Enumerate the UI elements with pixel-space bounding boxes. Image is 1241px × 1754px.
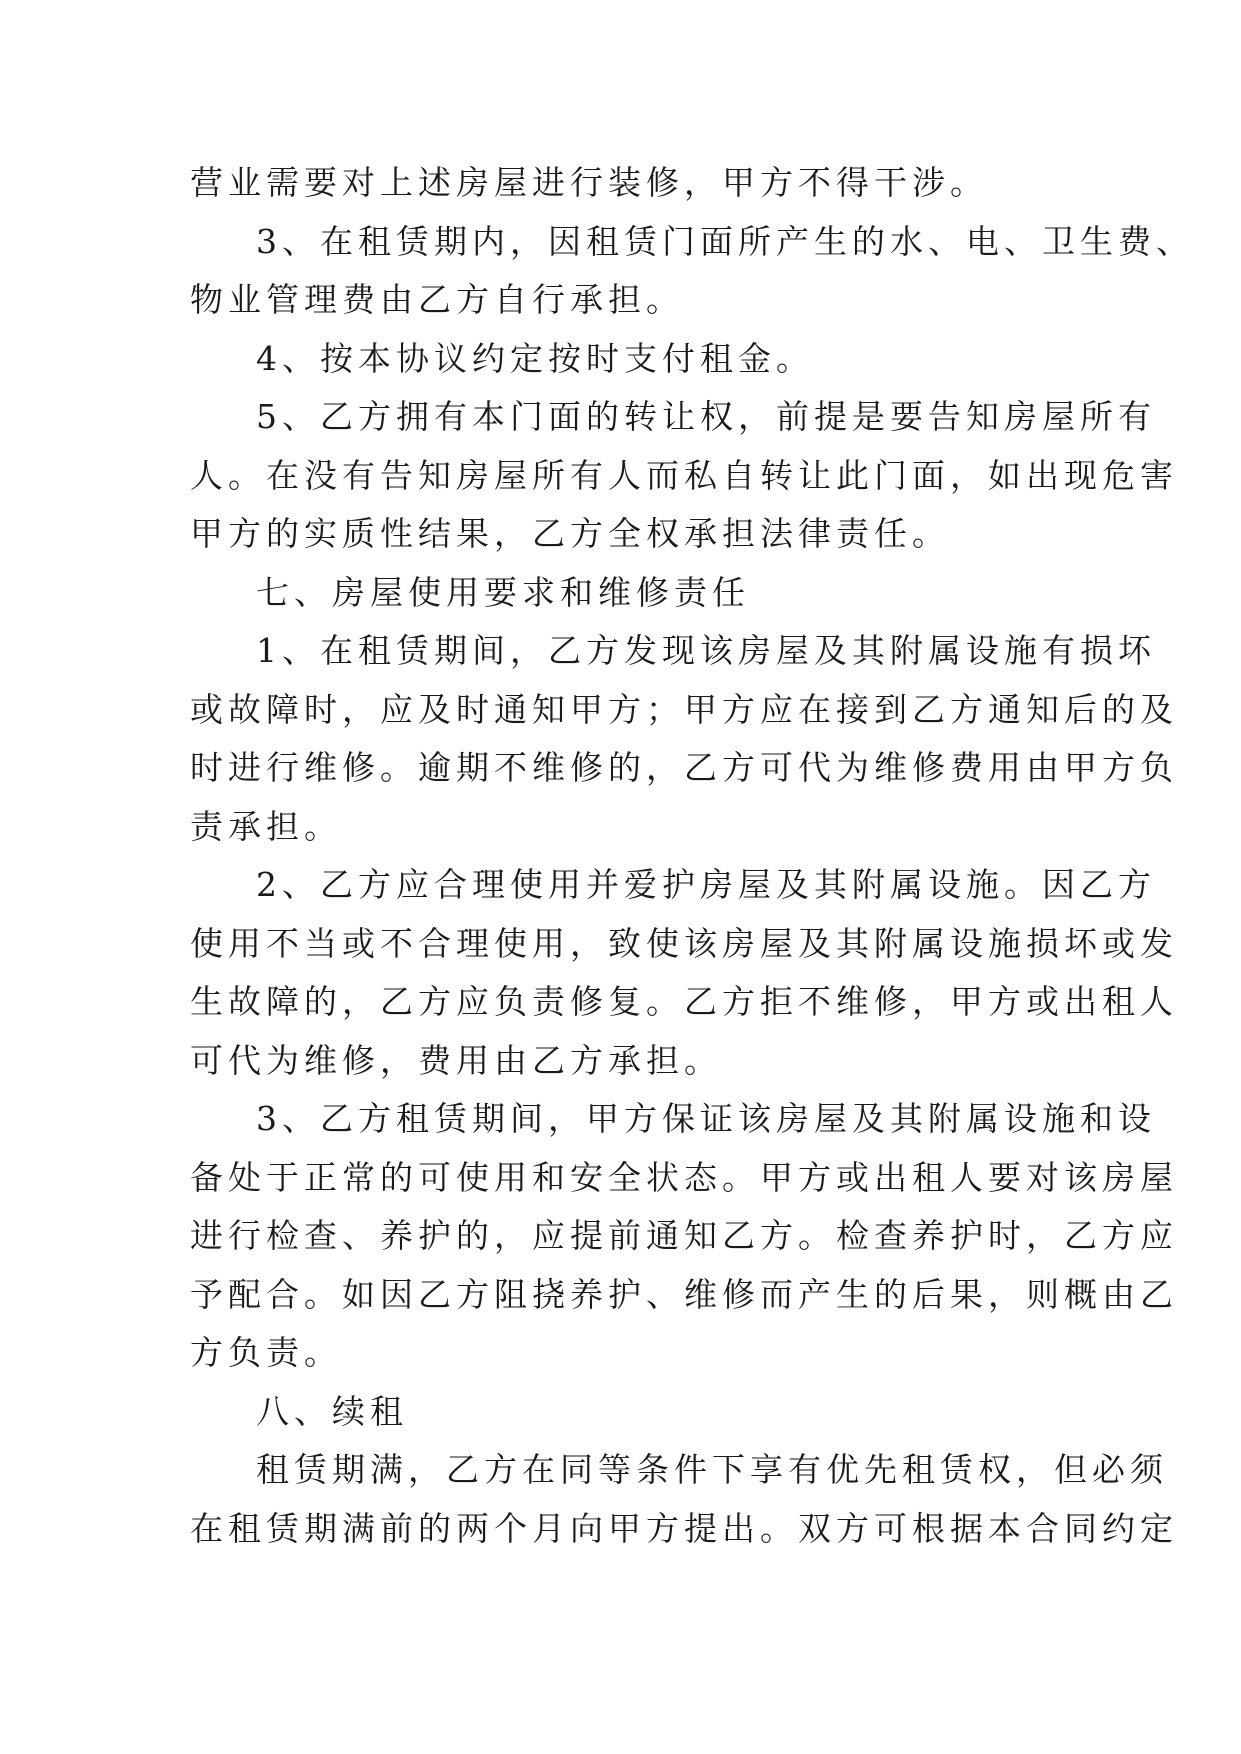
text-line: 时进行维修。逾期不维修的，乙方可代为维修费用由甲方负 <box>190 748 1178 787</box>
text-line: 租赁期满，乙方在同等条件下享有优先租赁权，但必须 <box>256 1450 1168 1489</box>
text-line: 在租赁期满前的两个月向甲方提出。双方可根据本合同约定 <box>190 1508 1178 1548</box>
text-line: 4、按本协议约定按时支付租金。 <box>256 338 814 378</box>
text-line: 营业需要对上述房屋进行装修，甲方不得干涉。 <box>190 163 988 202</box>
text-line: 予配合。如因乙方阻挠养护、维修而产生的后果，则概由乙 <box>190 1274 1178 1314</box>
text-line: 进行检查、养护的，应提前通知乙方。检查养护时，乙方应 <box>190 1216 1178 1255</box>
text-line: 3、在租赁期内，因租赁门面所产生的水、电、卫生费、 <box>256 221 1194 261</box>
section-heading: 七、房屋使用要求和维修责任 <box>256 572 750 612</box>
text-line: 责承担。 <box>190 806 342 846</box>
text-line: 方负责。 <box>190 1333 342 1372</box>
text-line: 1、在租赁期间，乙方发现该房屋及其附属设施有损坏 <box>256 631 1156 670</box>
section-heading: 八、续租 <box>256 1391 408 1431</box>
text-line: 2、乙方应合理使用并爱护房屋及其附属设施。因乙方 <box>256 865 1156 904</box>
text-line: 生故障的，乙方应负责修复。乙方拒不维修，甲方或出租人 <box>190 982 1178 1021</box>
text-line: 5、乙方拥有本门面的转让权，前提是要告知房屋所有 <box>256 397 1156 436</box>
text-line: 使用不当或不合理使用，致使该房屋及其附属设施损坏或发 <box>190 923 1178 963</box>
text-line: 备处于正常的可使用和安全状态。甲方或出租人要对该房屋 <box>190 1157 1178 1197</box>
text-line: 可代为维修，费用由乙方承担。 <box>190 1040 722 1080</box>
text-line: 甲方的实质性结果，乙方全权承担法律责任。 <box>190 514 950 553</box>
text-line: 人。在没有告知房屋所有人而私自转让此门面，如出现危害 <box>190 455 1178 495</box>
text-line: 或故障时，应及时通知甲方；甲方应在接到乙方通知后的及 <box>190 689 1178 729</box>
text-line: 3、乙方租赁期间，甲方保证该房屋及其附属设施和设 <box>256 1099 1156 1138</box>
document-body <box>190 154 1194 1558</box>
text-line: 物业管理费由乙方自行承担。 <box>190 280 684 319</box>
